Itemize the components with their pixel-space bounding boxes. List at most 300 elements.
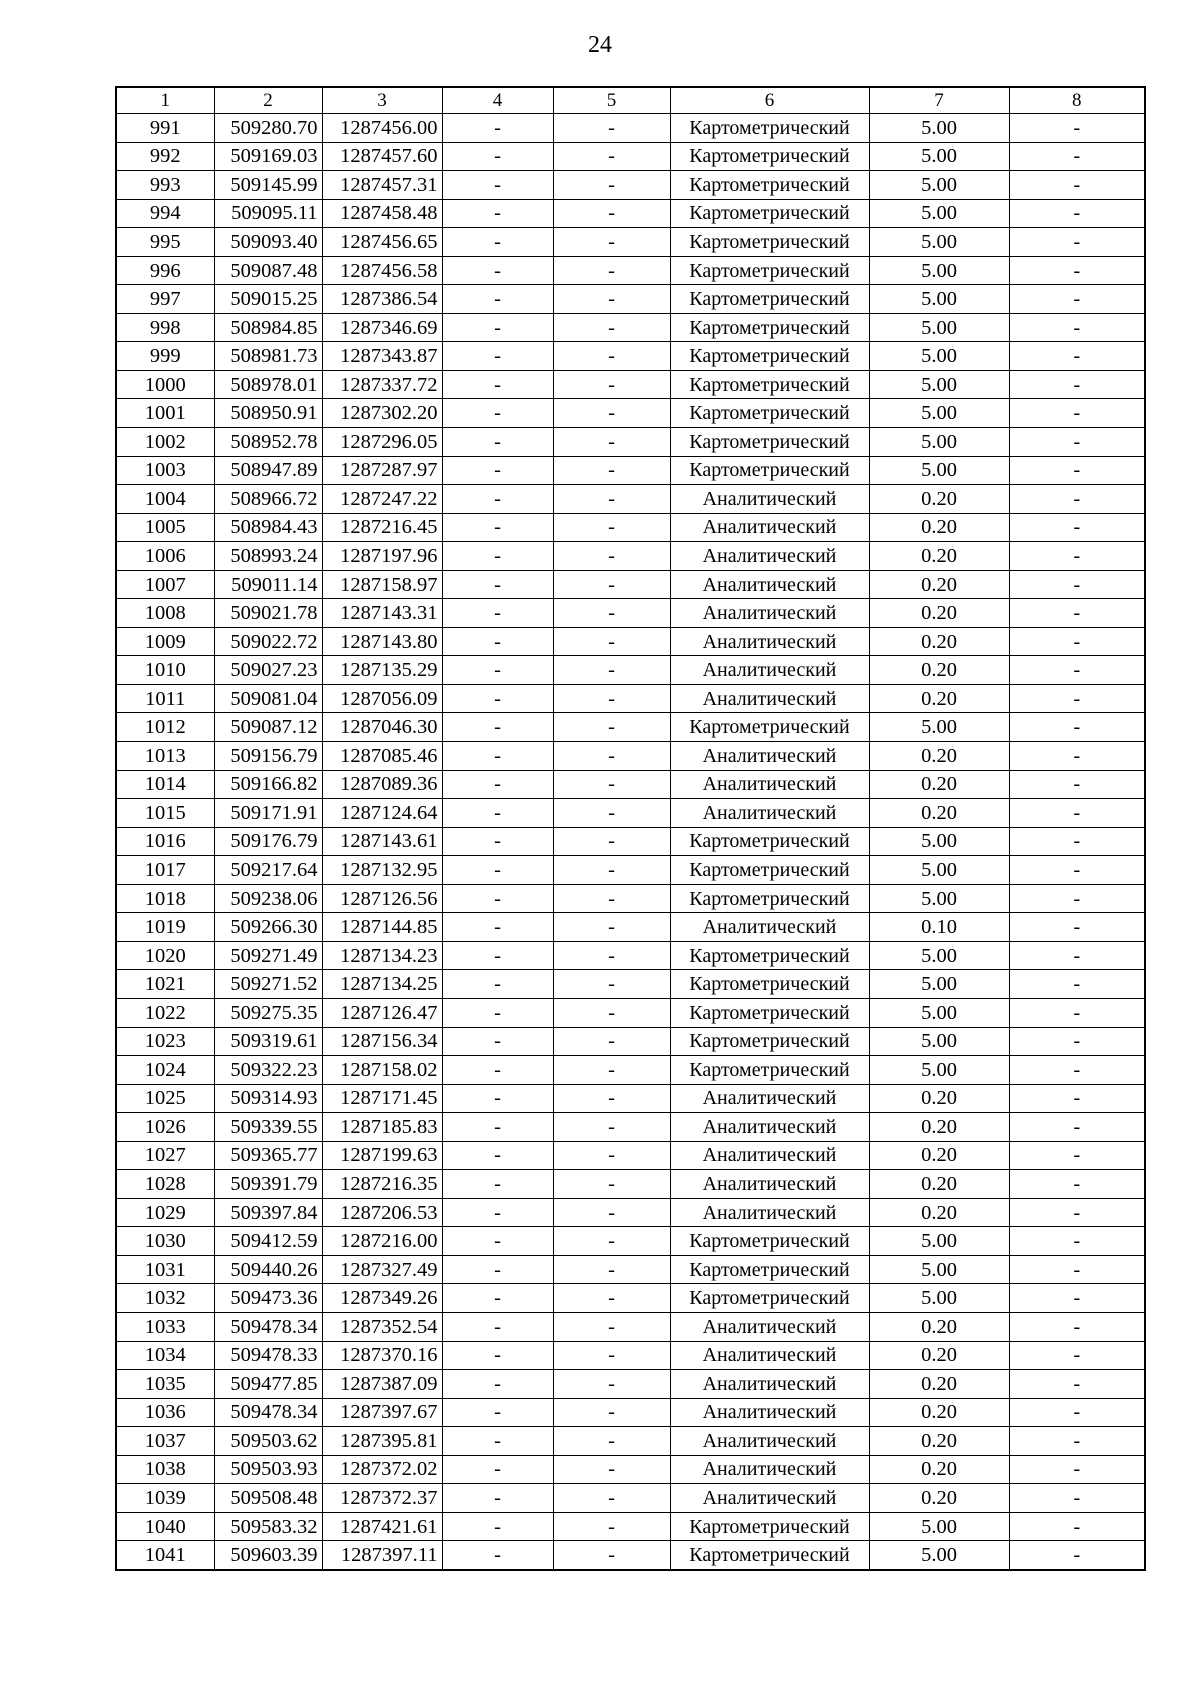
column-8-cell: - bbox=[1009, 941, 1145, 970]
y-coordinate-cell: 1287156.34 bbox=[322, 1027, 442, 1056]
x-coordinate-cell: 509217.64 bbox=[214, 856, 322, 885]
table-row bbox=[116, 713, 1145, 742]
column-8-cell: - bbox=[1009, 627, 1145, 656]
y-coordinate-cell: 1287327.49 bbox=[322, 1255, 442, 1284]
column-4-cell: - bbox=[442, 142, 553, 171]
accuracy-cell: 5.00 bbox=[869, 342, 1009, 371]
method-cell: Картометрический bbox=[670, 313, 869, 342]
column-4-cell: - bbox=[442, 1455, 553, 1484]
column-4-cell: - bbox=[442, 998, 553, 1027]
method-cell: Аналитический bbox=[670, 1312, 869, 1341]
accuracy-cell: 5.00 bbox=[869, 1284, 1009, 1313]
x-coordinate-cell: 508984.43 bbox=[214, 513, 322, 542]
column-5-cell: - bbox=[553, 1370, 670, 1399]
column-4-cell: - bbox=[442, 1056, 553, 1085]
method-cell: Картометрический bbox=[670, 342, 869, 371]
accuracy-cell: 0.20 bbox=[869, 513, 1009, 542]
accuracy-cell: 0.10 bbox=[869, 913, 1009, 942]
column-4-cell: - bbox=[442, 856, 553, 885]
column-8-cell: - bbox=[1009, 1427, 1145, 1456]
y-coordinate-cell: 1287126.56 bbox=[322, 884, 442, 913]
method-cell: Аналитический bbox=[670, 799, 869, 828]
column-4-cell: - bbox=[442, 1398, 553, 1427]
accuracy-cell: 0.20 bbox=[869, 1398, 1009, 1427]
column-8-cell: - bbox=[1009, 1084, 1145, 1113]
table-row bbox=[116, 970, 1145, 999]
table-row bbox=[116, 1455, 1145, 1484]
accuracy-cell: 0.20 bbox=[869, 770, 1009, 799]
column-8-cell: - bbox=[1009, 1198, 1145, 1227]
column-5-cell: - bbox=[553, 1484, 670, 1513]
y-coordinate-cell: 1287456.58 bbox=[322, 256, 442, 285]
table-row bbox=[116, 399, 1145, 428]
column-4-cell: - bbox=[442, 1198, 553, 1227]
accuracy-cell: 0.20 bbox=[869, 1084, 1009, 1113]
method-cell: Картометрический bbox=[670, 256, 869, 285]
method-cell: Аналитический bbox=[670, 542, 869, 571]
method-cell: Аналитический bbox=[670, 742, 869, 771]
y-coordinate-cell: 1287370.16 bbox=[322, 1341, 442, 1370]
table-row bbox=[116, 1113, 1145, 1142]
table-row bbox=[116, 742, 1145, 771]
table-row bbox=[116, 770, 1145, 799]
table-row bbox=[116, 599, 1145, 628]
point-number-cell: 1036 bbox=[116, 1398, 214, 1427]
column-8-cell: - bbox=[1009, 399, 1145, 428]
column-8-cell: - bbox=[1009, 285, 1145, 314]
accuracy-cell: 5.00 bbox=[869, 970, 1009, 999]
column-4-cell: - bbox=[442, 941, 553, 970]
column-8-cell: - bbox=[1009, 513, 1145, 542]
column-8-cell: - bbox=[1009, 656, 1145, 685]
table-row bbox=[116, 1427, 1145, 1456]
y-coordinate-cell: 1287456.00 bbox=[322, 114, 442, 143]
point-number-cell: 1016 bbox=[116, 827, 214, 856]
y-coordinate-cell: 1287421.61 bbox=[322, 1512, 442, 1541]
accuracy-cell: 5.00 bbox=[869, 884, 1009, 913]
column-8-cell: - bbox=[1009, 1027, 1145, 1056]
column-8-cell: - bbox=[1009, 1227, 1145, 1256]
column-header-4: 4 bbox=[442, 87, 553, 114]
method-cell: Картометрический bbox=[670, 827, 869, 856]
column-8-cell: - bbox=[1009, 370, 1145, 399]
table-row bbox=[116, 1227, 1145, 1256]
column-5-cell: - bbox=[553, 542, 670, 571]
method-cell: Аналитический bbox=[670, 1341, 869, 1370]
column-8-cell: - bbox=[1009, 542, 1145, 571]
x-coordinate-cell: 508966.72 bbox=[214, 485, 322, 514]
table-row bbox=[116, 1484, 1145, 1513]
x-coordinate-cell: 509145.99 bbox=[214, 171, 322, 200]
accuracy-cell: 5.00 bbox=[869, 827, 1009, 856]
method-cell: Картометрический bbox=[670, 285, 869, 314]
x-coordinate-cell: 508981.73 bbox=[214, 342, 322, 371]
y-coordinate-cell: 1287296.05 bbox=[322, 428, 442, 457]
column-8-cell: - bbox=[1009, 599, 1145, 628]
column-4-cell: - bbox=[442, 285, 553, 314]
accuracy-cell: 5.00 bbox=[869, 456, 1009, 485]
column-4-cell: - bbox=[442, 1170, 553, 1199]
point-number-cell: 1026 bbox=[116, 1113, 214, 1142]
point-number-cell: 1000 bbox=[116, 370, 214, 399]
y-coordinate-cell: 1287143.31 bbox=[322, 599, 442, 628]
column-5-cell: - bbox=[553, 998, 670, 1027]
point-number-cell: 1005 bbox=[116, 513, 214, 542]
method-cell: Картометрический bbox=[670, 713, 869, 742]
table-row bbox=[116, 827, 1145, 856]
table-row bbox=[116, 313, 1145, 342]
y-coordinate-cell: 1287085.46 bbox=[322, 742, 442, 771]
column-8-cell: - bbox=[1009, 742, 1145, 771]
column-5-cell: - bbox=[553, 256, 670, 285]
method-cell: Аналитический bbox=[670, 513, 869, 542]
y-coordinate-cell: 1287134.25 bbox=[322, 970, 442, 999]
point-number-cell: 1002 bbox=[116, 428, 214, 457]
x-coordinate-cell: 509022.72 bbox=[214, 627, 322, 656]
table-row bbox=[116, 1398, 1145, 1427]
accuracy-cell: 5.00 bbox=[869, 856, 1009, 885]
point-number-cell: 1022 bbox=[116, 998, 214, 1027]
column-8-cell: - bbox=[1009, 456, 1145, 485]
point-number-cell: 1025 bbox=[116, 1084, 214, 1113]
column-4-cell: - bbox=[442, 799, 553, 828]
y-coordinate-cell: 1287346.69 bbox=[322, 313, 442, 342]
column-8-cell: - bbox=[1009, 799, 1145, 828]
column-5-cell: - bbox=[553, 1312, 670, 1341]
y-coordinate-cell: 1287349.26 bbox=[322, 1284, 442, 1313]
y-coordinate-cell: 1287199.63 bbox=[322, 1141, 442, 1170]
y-coordinate-cell: 1287126.47 bbox=[322, 998, 442, 1027]
y-coordinate-cell: 1287185.83 bbox=[322, 1113, 442, 1142]
column-4-cell: - bbox=[442, 1227, 553, 1256]
column-8-cell: - bbox=[1009, 1113, 1145, 1142]
column-5-cell: - bbox=[553, 1455, 670, 1484]
method-cell: Аналитический bbox=[670, 1484, 869, 1513]
accuracy-cell: 0.20 bbox=[869, 1141, 1009, 1170]
accuracy-cell: 5.00 bbox=[869, 1227, 1009, 1256]
point-number-cell: 1006 bbox=[116, 542, 214, 571]
table-row bbox=[116, 1084, 1145, 1113]
accuracy-cell: 5.00 bbox=[869, 199, 1009, 228]
table-row bbox=[116, 256, 1145, 285]
table-row bbox=[116, 1541, 1145, 1570]
column-8-cell: - bbox=[1009, 1255, 1145, 1284]
point-number-cell: 1027 bbox=[116, 1141, 214, 1170]
column-8-cell: - bbox=[1009, 713, 1145, 742]
accuracy-cell: 5.00 bbox=[869, 713, 1009, 742]
y-coordinate-cell: 1287056.09 bbox=[322, 684, 442, 713]
method-cell: Картометрический bbox=[670, 998, 869, 1027]
column-8-cell: - bbox=[1009, 114, 1145, 143]
x-coordinate-cell: 509171.91 bbox=[214, 799, 322, 828]
point-number-cell: 1035 bbox=[116, 1370, 214, 1399]
point-number-cell: 1032 bbox=[116, 1284, 214, 1313]
column-8-cell: - bbox=[1009, 228, 1145, 257]
y-coordinate-cell: 1287089.36 bbox=[322, 770, 442, 799]
y-coordinate-cell: 1287134.23 bbox=[322, 941, 442, 970]
column-4-cell: - bbox=[442, 742, 553, 771]
table-row bbox=[116, 285, 1145, 314]
column-4-cell: - bbox=[442, 342, 553, 371]
point-number-cell: 996 bbox=[116, 256, 214, 285]
column-8-cell: - bbox=[1009, 884, 1145, 913]
method-cell: Картометрический bbox=[670, 884, 869, 913]
table-row bbox=[116, 998, 1145, 1027]
column-4-cell: - bbox=[442, 913, 553, 942]
y-coordinate-cell: 1287397.67 bbox=[322, 1398, 442, 1427]
point-number-cell: 1033 bbox=[116, 1312, 214, 1341]
column-5-cell: - bbox=[553, 1056, 670, 1085]
column-8-cell: - bbox=[1009, 1541, 1145, 1570]
point-number-cell: 997 bbox=[116, 285, 214, 314]
column-4-cell: - bbox=[442, 513, 553, 542]
accuracy-cell: 5.00 bbox=[869, 370, 1009, 399]
point-number-cell: 1009 bbox=[116, 627, 214, 656]
y-coordinate-cell: 1287456.65 bbox=[322, 228, 442, 257]
table-row bbox=[116, 342, 1145, 371]
method-cell: Картометрический bbox=[670, 114, 869, 143]
point-number-cell: 1038 bbox=[116, 1455, 214, 1484]
column-5-cell: - bbox=[553, 313, 670, 342]
accuracy-cell: 5.00 bbox=[869, 399, 1009, 428]
column-4-cell: - bbox=[442, 171, 553, 200]
column-8-cell: - bbox=[1009, 770, 1145, 799]
method-cell: Картометрический bbox=[670, 970, 869, 999]
point-number-cell: 992 bbox=[116, 142, 214, 171]
column-5-cell: - bbox=[553, 770, 670, 799]
table-row bbox=[116, 199, 1145, 228]
point-number-cell: 1041 bbox=[116, 1541, 214, 1570]
method-cell: Аналитический bbox=[670, 913, 869, 942]
column-5-cell: - bbox=[553, 142, 670, 171]
point-number-cell: 1003 bbox=[116, 456, 214, 485]
y-coordinate-cell: 1287046.30 bbox=[322, 713, 442, 742]
column-5-cell: - bbox=[553, 856, 670, 885]
x-coordinate-cell: 509365.77 bbox=[214, 1141, 322, 1170]
column-5-cell: - bbox=[553, 599, 670, 628]
column-4-cell: - bbox=[442, 1113, 553, 1142]
accuracy-cell: 5.00 bbox=[869, 1027, 1009, 1056]
y-coordinate-cell: 1287132.95 bbox=[322, 856, 442, 885]
column-8-cell: - bbox=[1009, 1170, 1145, 1199]
accuracy-cell: 5.00 bbox=[869, 428, 1009, 457]
table-row bbox=[116, 513, 1145, 542]
point-number-cell: 994 bbox=[116, 199, 214, 228]
table-row bbox=[116, 627, 1145, 656]
y-coordinate-cell: 1287216.35 bbox=[322, 1170, 442, 1199]
point-number-cell: 1034 bbox=[116, 1341, 214, 1370]
accuracy-cell: 0.20 bbox=[869, 1198, 1009, 1227]
column-8-cell: - bbox=[1009, 199, 1145, 228]
accuracy-cell: 0.20 bbox=[869, 542, 1009, 571]
column-4-cell: - bbox=[442, 656, 553, 685]
x-coordinate-cell: 509339.55 bbox=[214, 1113, 322, 1142]
column-4-cell: - bbox=[442, 256, 553, 285]
column-5-cell: - bbox=[553, 342, 670, 371]
column-8-cell: - bbox=[1009, 256, 1145, 285]
point-number-cell: 1021 bbox=[116, 970, 214, 999]
method-cell: Аналитический bbox=[670, 570, 869, 599]
point-number-cell: 1011 bbox=[116, 684, 214, 713]
x-coordinate-cell: 509319.61 bbox=[214, 1027, 322, 1056]
column-4-cell: - bbox=[442, 114, 553, 143]
table-row bbox=[116, 428, 1145, 457]
x-coordinate-cell: 509440.26 bbox=[214, 1255, 322, 1284]
method-cell: Аналитический bbox=[670, 684, 869, 713]
y-coordinate-cell: 1287287.97 bbox=[322, 456, 442, 485]
x-coordinate-cell: 509322.23 bbox=[214, 1056, 322, 1085]
x-coordinate-cell: 508978.01 bbox=[214, 370, 322, 399]
column-5-cell: - bbox=[553, 1398, 670, 1427]
point-number-cell: 1039 bbox=[116, 1484, 214, 1513]
column-4-cell: - bbox=[442, 1512, 553, 1541]
point-number-cell: 993 bbox=[116, 171, 214, 200]
accuracy-cell: 0.20 bbox=[869, 684, 1009, 713]
point-number-cell: 1013 bbox=[116, 742, 214, 771]
x-coordinate-cell: 508984.85 bbox=[214, 313, 322, 342]
table-row bbox=[116, 941, 1145, 970]
x-coordinate-cell: 509391.79 bbox=[214, 1170, 322, 1199]
table-row bbox=[116, 570, 1145, 599]
x-coordinate-cell: 509238.06 bbox=[214, 884, 322, 913]
accuracy-cell: 5.00 bbox=[869, 1512, 1009, 1541]
x-coordinate-cell: 509275.35 bbox=[214, 998, 322, 1027]
point-number-cell: 1007 bbox=[116, 570, 214, 599]
y-coordinate-cell: 1287343.87 bbox=[322, 342, 442, 371]
x-coordinate-cell: 509156.79 bbox=[214, 742, 322, 771]
column-5-cell: - bbox=[553, 456, 670, 485]
accuracy-cell: 0.20 bbox=[869, 742, 1009, 771]
column-5-cell: - bbox=[553, 370, 670, 399]
table-row bbox=[116, 370, 1145, 399]
x-coordinate-cell: 509095.11 bbox=[214, 199, 322, 228]
method-cell: Аналитический bbox=[670, 1370, 869, 1399]
column-8-cell: - bbox=[1009, 1056, 1145, 1085]
method-cell: Картометрический bbox=[670, 1027, 869, 1056]
method-cell: Аналитический bbox=[670, 1427, 869, 1456]
column-8-cell: - bbox=[1009, 1512, 1145, 1541]
x-coordinate-cell: 509508.48 bbox=[214, 1484, 322, 1513]
accuracy-cell: 5.00 bbox=[869, 1255, 1009, 1284]
table-row bbox=[116, 1284, 1145, 1313]
table-row bbox=[116, 1027, 1145, 1056]
point-number-cell: 1029 bbox=[116, 1198, 214, 1227]
column-5-cell: - bbox=[553, 1284, 670, 1313]
table-row bbox=[116, 1056, 1145, 1085]
point-number-cell: 1014 bbox=[116, 770, 214, 799]
point-number-cell: 1024 bbox=[116, 1056, 214, 1085]
column-4-cell: - bbox=[442, 713, 553, 742]
column-5-cell: - bbox=[553, 799, 670, 828]
x-coordinate-cell: 509087.48 bbox=[214, 256, 322, 285]
accuracy-cell: 5.00 bbox=[869, 1541, 1009, 1570]
accuracy-cell: 5.00 bbox=[869, 142, 1009, 171]
point-number-cell: 1028 bbox=[116, 1170, 214, 1199]
column-4-cell: - bbox=[442, 1541, 553, 1570]
point-number-cell: 1012 bbox=[116, 713, 214, 742]
x-coordinate-cell: 509271.49 bbox=[214, 941, 322, 970]
point-number-cell: 998 bbox=[116, 313, 214, 342]
column-header-7: 7 bbox=[869, 87, 1009, 114]
table-row bbox=[116, 114, 1145, 143]
x-coordinate-cell: 509478.33 bbox=[214, 1341, 322, 1370]
point-number-cell: 1040 bbox=[116, 1512, 214, 1541]
column-5-cell: - bbox=[553, 485, 670, 514]
table-row bbox=[116, 1312, 1145, 1341]
column-5-cell: - bbox=[553, 656, 670, 685]
table-row bbox=[116, 884, 1145, 913]
accuracy-cell: 5.00 bbox=[869, 114, 1009, 143]
method-cell: Аналитический bbox=[670, 1084, 869, 1113]
x-coordinate-cell: 509412.59 bbox=[214, 1227, 322, 1256]
point-number-cell: 1018 bbox=[116, 884, 214, 913]
column-4-cell: - bbox=[442, 884, 553, 913]
table-row bbox=[116, 1341, 1145, 1370]
table-row bbox=[116, 656, 1145, 685]
column-4-cell: - bbox=[442, 1370, 553, 1399]
accuracy-cell: 0.20 bbox=[869, 1341, 1009, 1370]
x-coordinate-cell: 509266.30 bbox=[214, 913, 322, 942]
accuracy-cell: 0.20 bbox=[869, 1370, 1009, 1399]
column-4-cell: - bbox=[442, 399, 553, 428]
x-coordinate-cell: 509477.85 bbox=[214, 1370, 322, 1399]
column-5-cell: - bbox=[553, 1427, 670, 1456]
point-number-cell: 1008 bbox=[116, 599, 214, 628]
accuracy-cell: 0.20 bbox=[869, 1427, 1009, 1456]
column-4-cell: - bbox=[442, 199, 553, 228]
x-coordinate-cell: 509176.79 bbox=[214, 827, 322, 856]
x-coordinate-cell: 509314.93 bbox=[214, 1084, 322, 1113]
column-5-cell: - bbox=[553, 199, 670, 228]
x-coordinate-cell: 509478.34 bbox=[214, 1398, 322, 1427]
table-row bbox=[116, 1141, 1145, 1170]
table-header-row bbox=[116, 87, 1145, 114]
y-coordinate-cell: 1287372.37 bbox=[322, 1484, 442, 1513]
accuracy-cell: 5.00 bbox=[869, 1056, 1009, 1085]
column-5-cell: - bbox=[553, 1512, 670, 1541]
accuracy-cell: 0.20 bbox=[869, 1170, 1009, 1199]
column-4-cell: - bbox=[442, 1284, 553, 1313]
table-row bbox=[116, 228, 1145, 257]
accuracy-cell: 5.00 bbox=[869, 256, 1009, 285]
accuracy-cell: 5.00 bbox=[869, 941, 1009, 970]
method-cell: Аналитический bbox=[670, 1455, 869, 1484]
accuracy-cell: 0.20 bbox=[869, 570, 1009, 599]
x-coordinate-cell: 509169.03 bbox=[214, 142, 322, 171]
accuracy-cell: 0.20 bbox=[869, 1455, 1009, 1484]
x-coordinate-cell: 509087.12 bbox=[214, 713, 322, 742]
column-4-cell: - bbox=[442, 1427, 553, 1456]
accuracy-cell: 0.20 bbox=[869, 627, 1009, 656]
column-5-cell: - bbox=[553, 1027, 670, 1056]
column-header-1: 1 bbox=[116, 87, 214, 114]
point-number-cell: 1010 bbox=[116, 656, 214, 685]
method-cell: Картометрический bbox=[670, 856, 869, 885]
y-coordinate-cell: 1287144.85 bbox=[322, 913, 442, 942]
table-row bbox=[116, 856, 1145, 885]
column-header-3: 3 bbox=[322, 87, 442, 114]
method-cell: Картометрический bbox=[670, 1541, 869, 1570]
column-8-cell: - bbox=[1009, 428, 1145, 457]
table-row bbox=[116, 684, 1145, 713]
accuracy-cell: 0.20 bbox=[869, 1484, 1009, 1513]
method-cell: Аналитический bbox=[670, 656, 869, 685]
y-coordinate-cell: 1287247.22 bbox=[322, 485, 442, 514]
column-4-cell: - bbox=[442, 1312, 553, 1341]
column-8-cell: - bbox=[1009, 171, 1145, 200]
x-coordinate-cell: 509093.40 bbox=[214, 228, 322, 257]
column-4-cell: - bbox=[442, 570, 553, 599]
